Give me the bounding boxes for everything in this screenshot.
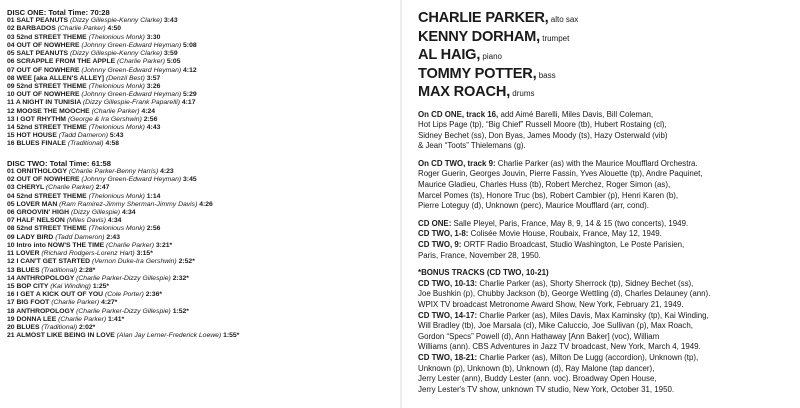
track-time: 4:43 [146, 124, 161, 132]
track-title: BLUES [16, 324, 42, 332]
track-time: 2:28* [79, 266, 96, 274]
note-paragraph [418, 110, 796, 152]
track-row [7, 124, 395, 132]
note-text: & Jean “Toots” Thielemans (g). [418, 141, 526, 151]
track-number: 08 [7, 74, 17, 82]
note-line [418, 159, 796, 170]
track-composer: (Kai Winding) [50, 282, 93, 290]
track-time: 3:59 [164, 50, 178, 58]
track-row [7, 75, 395, 83]
note-lead: CD TWO, 9: [418, 240, 462, 250]
track-number: 17 [7, 299, 17, 307]
track-title: ANTHROPOLOGY [16, 307, 77, 315]
musician-instrument: bass [536, 70, 556, 80]
note-line [418, 332, 796, 343]
track-title: HOT HOUSE [16, 132, 59, 140]
track-row [7, 308, 395, 316]
track-row [7, 50, 395, 58]
track-composer: (Johnny Green-Edward Heyman) [81, 176, 184, 184]
track-number: 19 [7, 315, 17, 323]
track-composer: (Dizzy Gillespie-Kenny Clarke) [69, 50, 165, 58]
track-composer: (Thelonious Monk) [88, 33, 147, 41]
note-line [418, 251, 796, 262]
track-time: 2:56 [146, 225, 161, 233]
track-title: LOVER MAN [16, 200, 60, 208]
track-title: 52nd STREET THEME [16, 225, 89, 233]
track-number: 14 [7, 274, 17, 282]
track-number: 08 [7, 225, 17, 233]
track-time: 1:25* [92, 282, 110, 290]
track-time: 4:26 [199, 200, 213, 208]
track-number: 10 [7, 241, 17, 249]
track-time: 2:56 [143, 115, 158, 123]
track-time: 3:21* [155, 241, 173, 249]
track-number: 18 [7, 307, 17, 315]
note-text: Salle Pleyel, Paris, France, May 8, 9, 14 & 15 (two concerts), 1949. [451, 218, 689, 228]
bonus-entry [418, 279, 796, 311]
note-line [418, 300, 796, 311]
note-lead: On CD ONE, track 16, [418, 109, 499, 119]
note-text: Charlie Parker (as) with the Maurice Moufflard Orchestra. [495, 158, 698, 168]
page-fold-divider [400, 0, 402, 408]
note-text: Colisée Movie House, Roubaix, France, May 12, 1949. [468, 229, 662, 239]
track-title: OUT OF NOWHERE [16, 66, 82, 74]
track-time: 3:43 [164, 17, 178, 25]
disc-one-header: DISC ONE: Total Time: 70:28 [7, 8, 110, 17]
track-number: 11 [7, 99, 16, 107]
track-time: 3:26 [146, 82, 161, 90]
track-title: CHERYL [16, 184, 46, 192]
note-text: Paris, France, November 28, 1950. [418, 250, 541, 260]
track-time: 4:50 [107, 25, 122, 33]
track-number: 07 [7, 217, 17, 225]
bonus-section [418, 268, 796, 395]
note-lead: CD ONE: [418, 218, 452, 228]
track-composer: (Charlie Parker) [58, 315, 108, 323]
track-time: 1:52* [172, 307, 189, 315]
bonus-header: *BONUS TRACKS (CD TWO, 10-21) [418, 268, 549, 278]
track-composer: (Charlie Parker) [91, 107, 142, 115]
track-composer: (Traditional) [41, 266, 80, 274]
track-composer: (Tadd Dameron) [58, 132, 110, 140]
track-time: 1:14 [146, 192, 161, 200]
track-title: ORNITHOLOGY [16, 167, 69, 175]
disc-two-tracklist [7, 168, 395, 341]
track-title: SALT PEANUTS [16, 17, 70, 25]
track-time: 5:29 [183, 91, 197, 99]
track-row [7, 267, 395, 275]
note-line [418, 311, 796, 322]
track-row [7, 91, 395, 99]
track-composer: (Miles Davis) [66, 217, 108, 225]
track-number: 01 [7, 17, 17, 25]
track-title: DONNA LEE [16, 315, 59, 323]
track-time: 1:55* [223, 332, 240, 340]
track-number: 01 [7, 167, 17, 175]
musician-row [418, 47, 796, 66]
track-composer: (Johnny Green-Edward Heyman) [81, 66, 184, 74]
track-composer: (Dizzy Gillespie-Frank Paparelli) [82, 99, 182, 107]
note-lead: CD TWO, 14-17: [418, 310, 478, 320]
track-row [7, 258, 395, 266]
track-time: 2:32* [172, 274, 189, 282]
track-time: 5:05 [166, 58, 181, 66]
track-row [7, 275, 395, 283]
note-line [418, 374, 796, 385]
track-time: 4:34 [107, 217, 122, 225]
note-line [418, 240, 796, 251]
note-line [418, 229, 796, 240]
track-row [7, 242, 395, 250]
musicians-list [418, 10, 796, 103]
track-number: 03 [7, 184, 17, 192]
venue-entry [418, 229, 796, 240]
track-composer: (Thelonious Monk) [88, 124, 147, 132]
track-number: 15 [7, 282, 17, 290]
track-title: GROOVIN' HIGH [16, 209, 71, 216]
track-row [7, 209, 395, 217]
note-text: ORTF Radio Broadcast, Studio Washington, Le Poste Parisien, [461, 240, 685, 250]
venues-block [418, 219, 796, 261]
track-number: 14 [7, 124, 17, 132]
track-composer: (Cole Porter) [104, 291, 146, 299]
tracklist-column [7, 8, 395, 341]
track-title: SALT PEANUTS [16, 50, 70, 58]
track-number: 06 [7, 58, 17, 66]
track-time: 3:30 [146, 33, 161, 41]
musician-row [418, 10, 796, 29]
track-title: BLUES FINALE [16, 140, 68, 148]
venue-entry [418, 219, 796, 230]
track-row [7, 168, 395, 176]
track-composer: (Traditional) [67, 140, 106, 148]
note-line [418, 180, 796, 191]
track-composer: (Charlie Parker) [106, 241, 156, 249]
track-composer: (Thelonious Monk) [88, 82, 147, 90]
note-line [418, 201, 796, 212]
musician-instrument: piano [480, 52, 502, 61]
note-text: Gordon “Specs” Powell (d), Ann Hathaway [Ann Baker] (voc), William [418, 331, 660, 341]
track-row [7, 299, 395, 307]
track-time: 2:47 [95, 184, 110, 192]
note-line [418, 169, 796, 180]
disc-two-header: DISC TWO: Total Time: 61:58 [7, 158, 111, 168]
track-number: 12 [7, 107, 17, 115]
note-text: Charlie Parker (as), Miles Davis, Max Kaminsky (tp), Kai Winding, [477, 310, 709, 320]
note-line [418, 364, 796, 375]
track-row [7, 176, 395, 184]
track-number: 11 [7, 250, 17, 258]
musician-name: CHARLIE PARKER, [418, 10, 549, 26]
track-row [7, 324, 395, 332]
note-lead: CD TWO, 18-21: [418, 352, 478, 362]
track-number: 04 [7, 41, 17, 49]
track-composer: (Dizzy Gillespie) [70, 209, 122, 216]
note-line [418, 279, 796, 290]
track-composer: (Johnny Green-Edward Heyman) [81, 91, 184, 99]
track-composer: (Charlie Parker) [57, 25, 108, 33]
track-title: 52nd STREET THEME [16, 82, 89, 90]
track-title: ALMOST LIKE BEING IN LOVE [16, 332, 117, 340]
note-line [418, 289, 796, 300]
note-text: Pierre Loteguy (d), Unknown (perc), Maurice Moufflard (arr, cond). [418, 201, 649, 211]
track-time: 3:15* [136, 250, 153, 258]
musician-name: AL HAIG, [418, 47, 481, 63]
track-title: WEE [aka ALLEN'S ALLEY] [16, 74, 106, 82]
track-row [7, 225, 395, 233]
track-number: 13 [7, 115, 17, 123]
musician-name: MAX ROACH, [418, 84, 511, 100]
track-number: 02 [7, 25, 17, 33]
track-row [7, 291, 395, 299]
track-time: 3:45 [183, 176, 197, 184]
note-lead: CD TWO, 1-8: [418, 229, 469, 239]
note-line [418, 131, 796, 142]
track-composer: (Dizzy Gillespie-Kenny Clarke) [69, 17, 165, 25]
track-row [7, 140, 395, 148]
track-number: 05 [7, 50, 17, 58]
track-title: OUT OF NOWHERE [16, 41, 82, 49]
track-title: I GOT RHYTHM [16, 115, 68, 123]
note-text: add Aimé Barelli, Miles Davis, Bill Coleman, [498, 109, 654, 119]
note-line [418, 321, 796, 332]
track-row [7, 193, 395, 201]
note-line [418, 353, 796, 364]
note-text: Unknown (p), Unknown (b), Unknown (d), Ray Malone (tap dancer), [418, 363, 655, 373]
track-row [7, 58, 395, 66]
track-time: 2:36* [145, 291, 162, 299]
note-text: Marcel Pomes (ts), Honore Truc (bs), Robert Cambier (p), Henri Karen (b), [418, 190, 679, 200]
note-line [418, 120, 796, 131]
track-row [7, 234, 395, 242]
musician-instrument: trumpet [540, 33, 570, 43]
track-title: OUT OF NOWHERE [16, 91, 82, 99]
bonus-list [418, 279, 796, 396]
musician-row [418, 29, 796, 48]
track-time: 4:12 [183, 66, 197, 74]
note-text: Will Bradley (tb), Joe Marsala (cl), Mike Caluccio, Joe Sullivan (p), Max Roach, [418, 321, 693, 331]
track-number: 03 [7, 33, 17, 41]
venue-entry [418, 240, 796, 261]
note-text: WPIX TV broadcast Metronome Award Show, New York, February 21, 1949. [418, 300, 684, 309]
bonus-entry [418, 353, 796, 395]
track-number: 02 [7, 176, 17, 184]
musician-instrument: drums [510, 89, 535, 98]
track-composer: (Johnny Green-Edward Heyman) [81, 41, 184, 49]
track-title: 52nd STREET THEME [16, 124, 89, 132]
track-row [7, 25, 395, 33]
track-number: 04 [7, 192, 17, 200]
track-composer: (Traditional) [41, 324, 80, 332]
track-time: 2:52* [178, 258, 195, 266]
note-lead: On CD TWO, track 9: [418, 158, 496, 168]
musician-name: KENNY DORHAM, [418, 28, 540, 45]
track-number: 21 [7, 332, 17, 340]
note-line [418, 219, 796, 230]
track-time: 4:24 [141, 107, 156, 115]
track-number: 05 [7, 200, 17, 208]
track-composer: (Ram Ramirez-Jimmy Sherman-Jimmy Davis) [59, 200, 200, 208]
track-number: 16 [7, 140, 17, 148]
track-title: OUT OF NOWHERE [16, 176, 82, 184]
track-row [7, 116, 395, 124]
bonus-entry [418, 311, 796, 353]
track-row [7, 17, 395, 25]
track-title: I GET A KICK OUT OF YOU [16, 291, 105, 299]
musician-instrument: alto sax [548, 15, 579, 24]
note-text: Charlie Parker (as), Shorty Sherrock (tp), Sidney Bechet (ss), [477, 278, 694, 288]
track-row [7, 250, 395, 258]
track-number: 20 [7, 324, 17, 332]
track-title: BIG FOOT [16, 299, 52, 307]
track-composer: (Charlie Parker-Benny Harris) [68, 167, 161, 175]
track-composer: (Denzil Best) [105, 74, 147, 82]
track-composer: (Thelonious Monk) [88, 192, 147, 200]
track-time: 5:43 [109, 132, 124, 140]
track-number: 06 [7, 209, 17, 216]
track-title: 52nd STREET THEME [16, 33, 89, 41]
track-time: 4:34 [121, 209, 136, 216]
track-composer: (Charlie Parker) [51, 299, 102, 307]
note-text: Jerry Lester's TV show, unknown TV studio, New York, October 31, 1950. [418, 384, 675, 394]
disc-one-tracklist [7, 17, 395, 149]
track-composer: (George & Ira Gershwin) [67, 115, 144, 123]
note-text: Joe Bushkin (p), Chubby Jackson (b), George Wettling (d), Charles Delauney (ann). [418, 289, 711, 299]
note-text: Jerry Lester (ann), Buddy Lester (ann. voc). Broadway Open House, [418, 374, 657, 384]
note-text: Maurice Gladieu, Charles Huss (tb), Robert Merchez, Roger Simon (as), [418, 180, 671, 190]
track-title: Intro into NOW'S THE TIME [16, 241, 107, 249]
track-row [7, 83, 395, 91]
track-row [7, 201, 395, 209]
track-title: LADY BIRD [16, 233, 56, 241]
track-number: 15 [7, 132, 17, 140]
note-text: Sidney Bechet (ss), Don Byas, James Moody (ts), Hazy Osterwald (vib) [418, 130, 668, 140]
track-title: MOOSE THE MOOCHE [16, 107, 92, 115]
note-cd1-track16 [418, 110, 796, 152]
musician-row [418, 84, 796, 103]
track-row [7, 132, 395, 140]
track-time: 1:41* [107, 315, 125, 323]
note-paragraph [418, 159, 796, 212]
track-title: BLUES [16, 266, 42, 274]
track-composer: (Richard Rodgers-Lorenz Hart) [41, 250, 137, 258]
track-title: BOP CITY [16, 282, 51, 290]
track-title: ANTHROPOLOGY [16, 274, 77, 282]
track-time: 3:57 [146, 74, 161, 82]
track-number: 12 [7, 258, 17, 266]
track-composer: (Charlie Parker) [45, 184, 96, 192]
track-row [7, 217, 395, 225]
track-title: 52nd STREET THEME [16, 192, 89, 200]
track-composer: (Vernon Duke-Ira Gershwin) [91, 258, 179, 266]
track-composer: (Charlie Parker) [117, 58, 167, 66]
note-cd2-track9 [418, 159, 796, 212]
credits-column [418, 10, 796, 395]
track-time: 4:27* [101, 299, 118, 307]
track-title: BARBADOS [16, 25, 58, 33]
note-line [418, 141, 796, 152]
track-row [7, 99, 395, 107]
track-number: 13 [7, 266, 17, 274]
musician-name: TOMMY POTTER, [418, 65, 537, 82]
track-composer: (Charlie Parker-Dizzy Gillespie) [76, 307, 173, 315]
track-time: 2:43 [106, 233, 120, 241]
track-number: 10 [7, 91, 17, 99]
track-row [7, 108, 395, 116]
note-text: Charlie Parker (as), Milton De Lugg (accordion), Unknown (tp), [477, 352, 699, 362]
track-time: 2:02* [79, 324, 96, 332]
track-time: 4:17 [181, 99, 196, 107]
track-row [7, 283, 395, 291]
track-row [7, 316, 395, 324]
track-composer: (Alan Jay Lerner-Frederick Loewe) [116, 332, 224, 340]
track-row [7, 34, 395, 42]
track-title: SCRAPPLE FROM THE APPLE [16, 58, 118, 66]
track-number: 16 [7, 291, 17, 299]
note-text: Williams (ann). CBS Adventures in Jazz TV broadcast, New York, March 4, 1949. [418, 342, 701, 352]
note-text: Roger Guerin, Georges Jouvin, Pierre Fassin, Yves Alouette (tp), Andre Paquinet, [418, 169, 703, 179]
track-row [7, 67, 395, 75]
track-title: HALF NELSON [16, 217, 67, 225]
track-composer: (Tadd Dameron) [55, 233, 107, 241]
track-number: 09 [7, 82, 17, 90]
track-composer: (Thelonious Monk) [88, 225, 147, 233]
track-time: 4:23 [160, 167, 174, 175]
track-row [7, 184, 395, 192]
track-title: A NIGHT IN TUNISIA [15, 99, 83, 107]
note-text: Hot Lips Page (tp), “Big Chief” Russell Moore (tb), Hubert Rostaing (cl), [418, 120, 667, 130]
track-title: I CAN'T GET STARTED [16, 258, 92, 266]
track-row [7, 332, 395, 340]
track-time: 5:08 [183, 41, 197, 49]
note-line [418, 385, 796, 396]
track-row [7, 42, 395, 50]
note-line [418, 110, 796, 121]
note-line [418, 191, 796, 202]
track-time: 4:58 [105, 140, 120, 148]
track-composer: (Charlie Parker-Dizzy Gillespie) [76, 274, 173, 282]
note-lead: CD TWO, 10-13: [418, 278, 478, 288]
track-number: 07 [7, 66, 17, 74]
musician-row [418, 66, 796, 85]
track-title: LOVER [16, 250, 42, 258]
note-line [418, 342, 796, 353]
track-number: 09 [7, 233, 17, 241]
